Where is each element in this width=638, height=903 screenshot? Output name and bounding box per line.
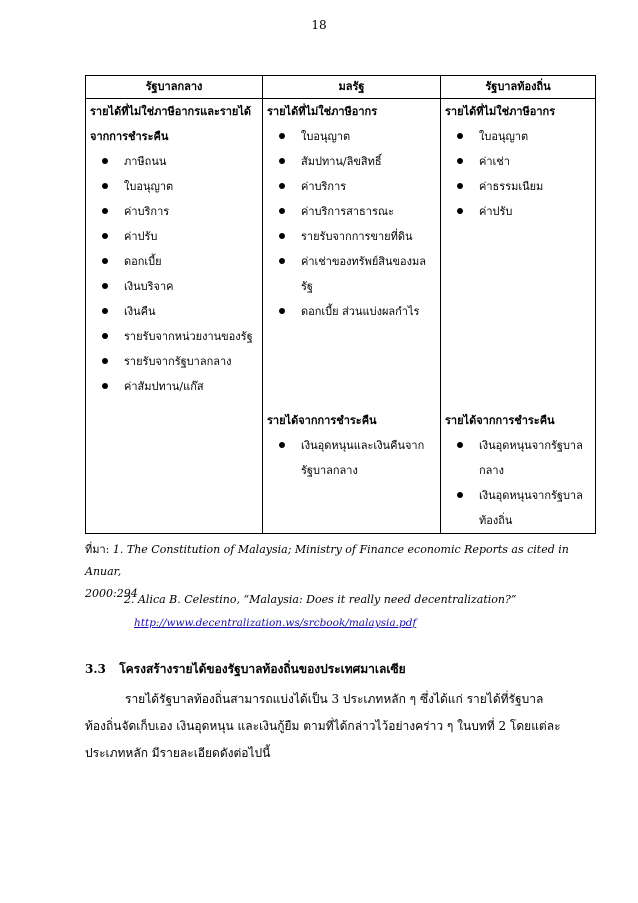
federal-heading-line1: รายได้ที่ไม่ใช่ภาษีอากรและรายได้ — [90, 105, 252, 118]
body-paragraph — [85, 686, 595, 767]
state-repayment-cell — [263, 404, 441, 534]
local-sub-items — [445, 433, 591, 533]
source-line2 — [124, 589, 594, 611]
list-item: ใบอนุญาต — [267, 124, 436, 149]
bullet-icon — [279, 158, 285, 164]
list-item: ค่าปรับ — [90, 224, 258, 249]
state-cell — [263, 99, 441, 405]
federal-heading-line2: จากการชำระคืน — [90, 130, 169, 143]
bullet-icon — [102, 208, 108, 214]
state-sub-heading: รายได้จากการชำระคืน — [267, 414, 377, 427]
state-heading: รายได้ที่ไม่ใช่ภาษีอากร — [267, 105, 378, 118]
local-sub-heading: รายได้จากการชำระคืน — [445, 414, 555, 427]
header-federal: รัฐบาลกลาง — [86, 76, 263, 99]
list-item: ดอกเบี้ย — [90, 249, 258, 274]
source-line1: 1. The Constitution of Malaysia; Ministry of Finance economic Reports as cited in Anuar, — [85, 543, 569, 578]
bullet-icon — [102, 283, 108, 289]
list-item: ค่าบริการ — [90, 199, 258, 224]
table-row-repayment — [86, 404, 596, 534]
list-item: ค่าสัมปทาน/แก๊ส — [90, 374, 258, 399]
bullet-icon — [457, 158, 463, 164]
local-heading: รายได้ที่ไม่ใช่ภาษีอากร — [445, 105, 556, 118]
bullet-icon — [279, 233, 285, 239]
header-local: รัฐบาลท้องถิ่น — [441, 76, 596, 99]
header-state: มลรัฐ — [263, 76, 441, 99]
bullet-icon — [279, 442, 285, 448]
bullet-icon — [102, 383, 108, 389]
section-number: 3.3 — [85, 662, 106, 676]
list-item: ค่าเช่าของทรัพย์สินของมล รัฐ — [267, 249, 436, 299]
bullet-icon — [102, 158, 108, 164]
list-item: เงินอุดหนุนและเงินคืนจาก รัฐบาลกลาง — [267, 433, 436, 483]
federal-items — [90, 149, 258, 399]
bullet-icon — [457, 492, 463, 498]
section-title — [85, 660, 406, 679]
list-item: ค่าปรับ — [445, 199, 591, 224]
list-item: ใบอนุญาต — [90, 174, 258, 199]
bullet-icon — [279, 133, 285, 139]
list-item: ใบอนุญาต — [445, 124, 591, 149]
local-cell — [441, 99, 596, 405]
bullet-icon — [279, 183, 285, 189]
list-item: ค่าเช่า — [445, 149, 591, 174]
source-url-line — [134, 612, 594, 634]
bullet-icon — [102, 333, 108, 339]
list-item: รายรับจากหน่วยงานของรัฐ — [90, 324, 258, 349]
source-line1-cont: 2000:294 — [85, 587, 138, 600]
bullet-icon — [102, 358, 108, 364]
bullet-icon — [457, 133, 463, 139]
list-item: ค่าบริการสาธารณะ — [267, 199, 436, 224]
bullet-icon — [279, 208, 285, 214]
list-item: เงินคืน — [90, 299, 258, 324]
table-header-row — [86, 76, 596, 99]
para-line1: รายได้รัฐบาลท้องถิ่นสามารถแบ่งได้เป็น 3 ประเภทหลัก ๆ ซึ่งได้แก่ รายได้ที่รัฐบาล — [125, 692, 544, 706]
list-item: ค่าธรรมเนียม — [445, 174, 591, 199]
source-line2-text: 2. Alica B. Celestino, “Malaysia: Does it really need decentralization?” — [124, 593, 517, 606]
page-number: 18 — [311, 18, 327, 32]
bullet-icon — [457, 183, 463, 189]
state-sub-items — [267, 433, 436, 483]
bullet-icon — [102, 233, 108, 239]
local-items — [445, 124, 591, 224]
source-url-link[interactable]: http://www.decentralization.ws/srcbook/malaysia.pdf — [134, 617, 417, 629]
federal-cell — [86, 99, 263, 405]
para-line2: ท้องถิ่นจัดเก็บเอง เงินอุดหนุน และเงินกู้ยืม ตามที่ได้กล่าวไว้อย่างคร่าว ๆ ในบทที่ 2 โดยแต่ละ — [85, 719, 561, 733]
local-repayment-cell — [441, 404, 596, 534]
bullet-icon — [102, 183, 108, 189]
list-item: รายรับจากรัฐบาลกลาง — [90, 349, 258, 374]
list-item: ดอกเบี้ย ส่วนแบ่งผลกำไร — [267, 299, 436, 324]
bullet-icon — [457, 442, 463, 448]
bullet-icon — [279, 258, 285, 264]
state-items — [267, 124, 436, 324]
table-row-main — [86, 99, 596, 405]
list-item: สัมปทาน/ลิขสิทธิ์ — [267, 149, 436, 174]
list-item: เงินบริจาค — [90, 274, 258, 299]
bullet-icon — [279, 308, 285, 314]
bullet-icon — [457, 208, 463, 214]
federal-empty-cell — [86, 404, 263, 534]
bullet-icon — [102, 258, 108, 264]
list-item: รายรับจากการขายที่ดิน — [267, 224, 436, 249]
list-item: เงินอุดหนุนจากรัฐบาล กลาง — [445, 433, 591, 483]
list-item: ภาษีถนน — [90, 149, 258, 174]
revenue-table — [85, 75, 596, 534]
para-line3: ประเภทหลัก มีรายละเอียดดังต่อไปนี้ — [85, 746, 271, 760]
section-title-text: โครงสร้างรายได้ของรัฐบาลท้องถิ่นของประเทศมาเลเซีย — [119, 662, 406, 676]
bullet-icon — [102, 308, 108, 314]
list-item: ค่าบริการ — [267, 174, 436, 199]
list-item: เงินอุดหนุนจากรัฐบาล ท้องถิ่น — [445, 483, 591, 533]
source-label: ที่มา: — [85, 543, 110, 556]
